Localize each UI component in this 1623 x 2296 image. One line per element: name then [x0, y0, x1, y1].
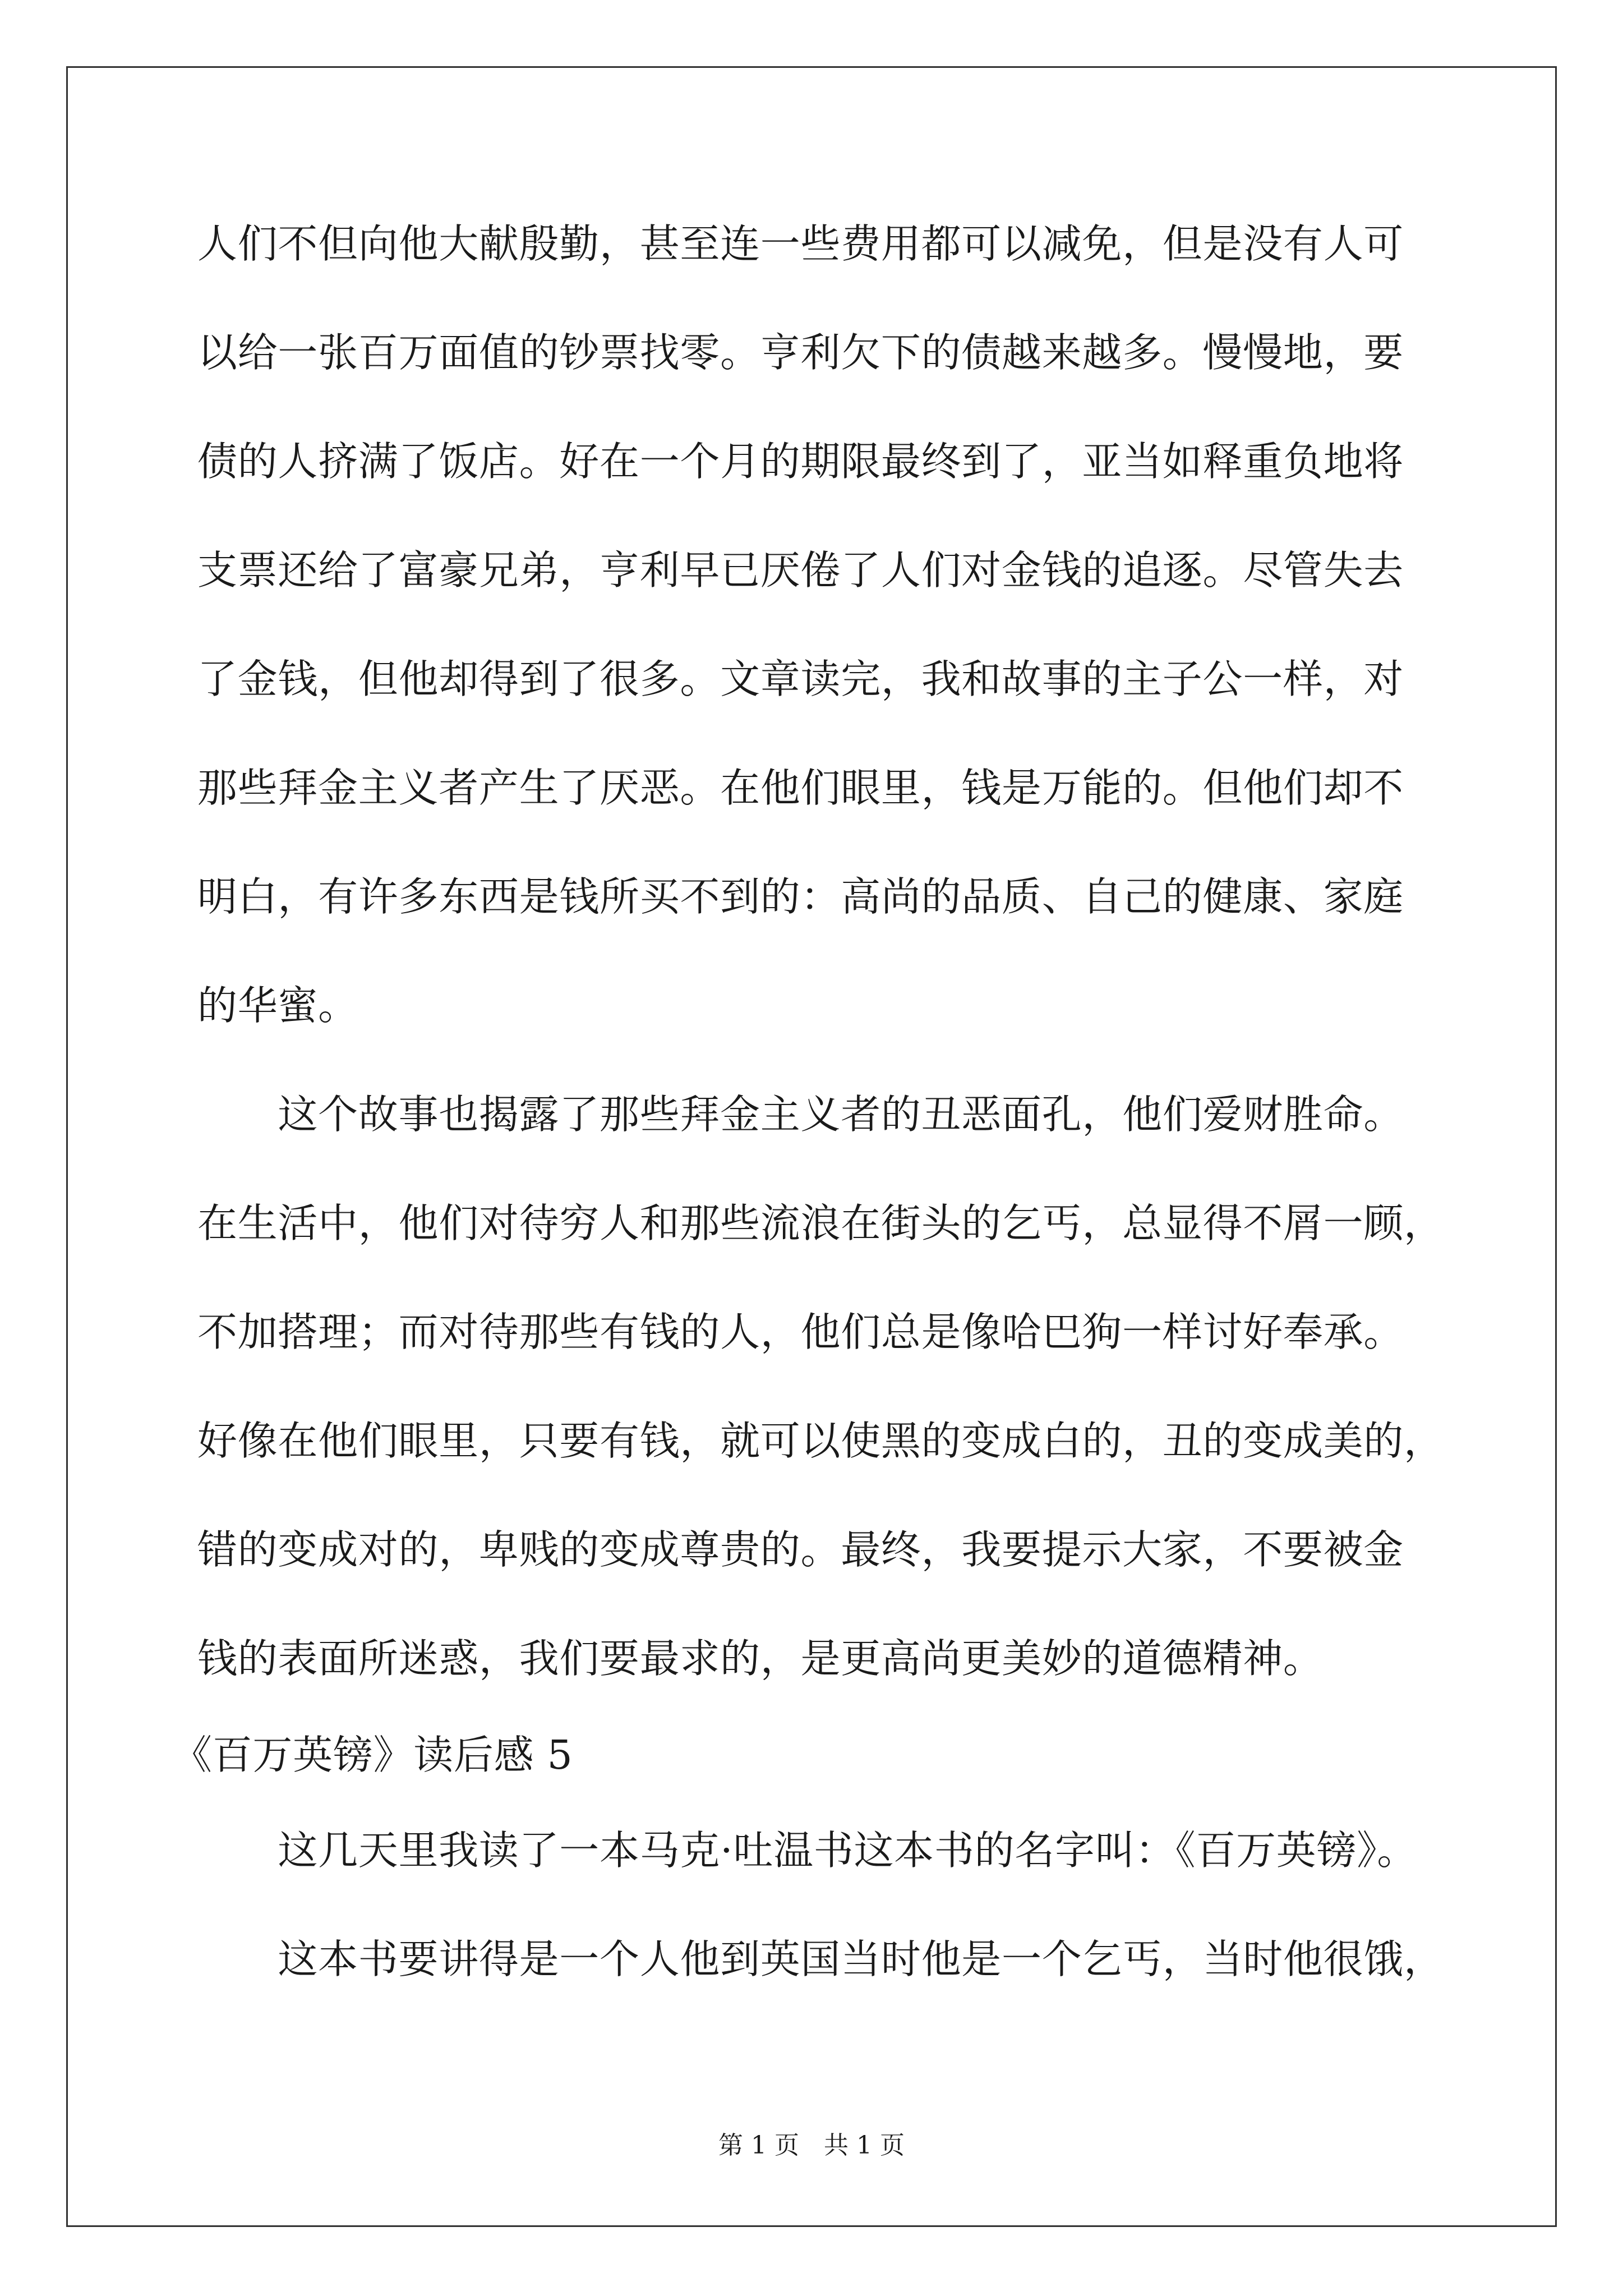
text-line: 了金钱，但他却得到了很多。文章读完，我和故事的主子公一样，对: [197, 656, 1404, 702]
text-line: 支票还给了富豪兄弟，亨利早已厌倦了人们对金钱的追逐。尽管失去: [197, 547, 1404, 593]
text-line: 这个故事也揭露了那些拜金主义者的丑恶面孔，他们爱财胜命。: [197, 1091, 1404, 1138]
text-line: 明白，有许多东西是钱所买不到的：高尚的品质、自己的健康、家庭: [197, 873, 1404, 920]
text-line: 那些拜金主义者产生了厌恶。在他们眼里，钱是万能的。但他们却不: [197, 765, 1404, 811]
page-footer: 第 1 页 共 1 页: [718, 2131, 905, 2160]
text-line: 在生活中，他们对待穷人和那些流浪在街头的乞丐，总显得不屑一顾，: [197, 1200, 1444, 1246]
text-line: 的华蜜。: [197, 982, 358, 1029]
text-line: 不加搭理；而对待那些有钱的人，他们总是像哈巴狗一样讨好奉承。: [197, 1309, 1404, 1355]
text-line: 债的人挤满了饭店。好在一个月的期限最终到了，亚当如释重负地将: [197, 438, 1404, 485]
text-line: 以给一张百万面值的钞票找零。亨利欠下的债越来越多。慢慢地，要: [197, 329, 1404, 376]
section-heading: 《百万英镑》读后感 5: [172, 1732, 573, 1778]
page-border: [66, 66, 1557, 2227]
text-line: 这几天里我读了一本马克·吐温书这本书的名字叫：《百万英镑》。: [197, 1827, 1417, 1874]
text-line: 钱的表面所迷惑，我们要最求的，是更高尚更美妙的道德精神。: [197, 1635, 1324, 1682]
text-line: 好像在他们眼里，只要有钱，就可以使黑的变成白的，丑的变成美的，: [197, 1418, 1444, 1464]
text-line: 错的变成对的，卑贱的变成尊贵的。最终，我要提示大家，不要被金: [197, 1526, 1404, 1573]
text-line: 这本书要讲得是一个人他到英国当时他是一个乞丐，当时他很饿，: [197, 1936, 1444, 1982]
text-line: 人们不但向他大献殷勤，甚至连一些费用都可以减免，但是没有人可: [197, 220, 1404, 267]
